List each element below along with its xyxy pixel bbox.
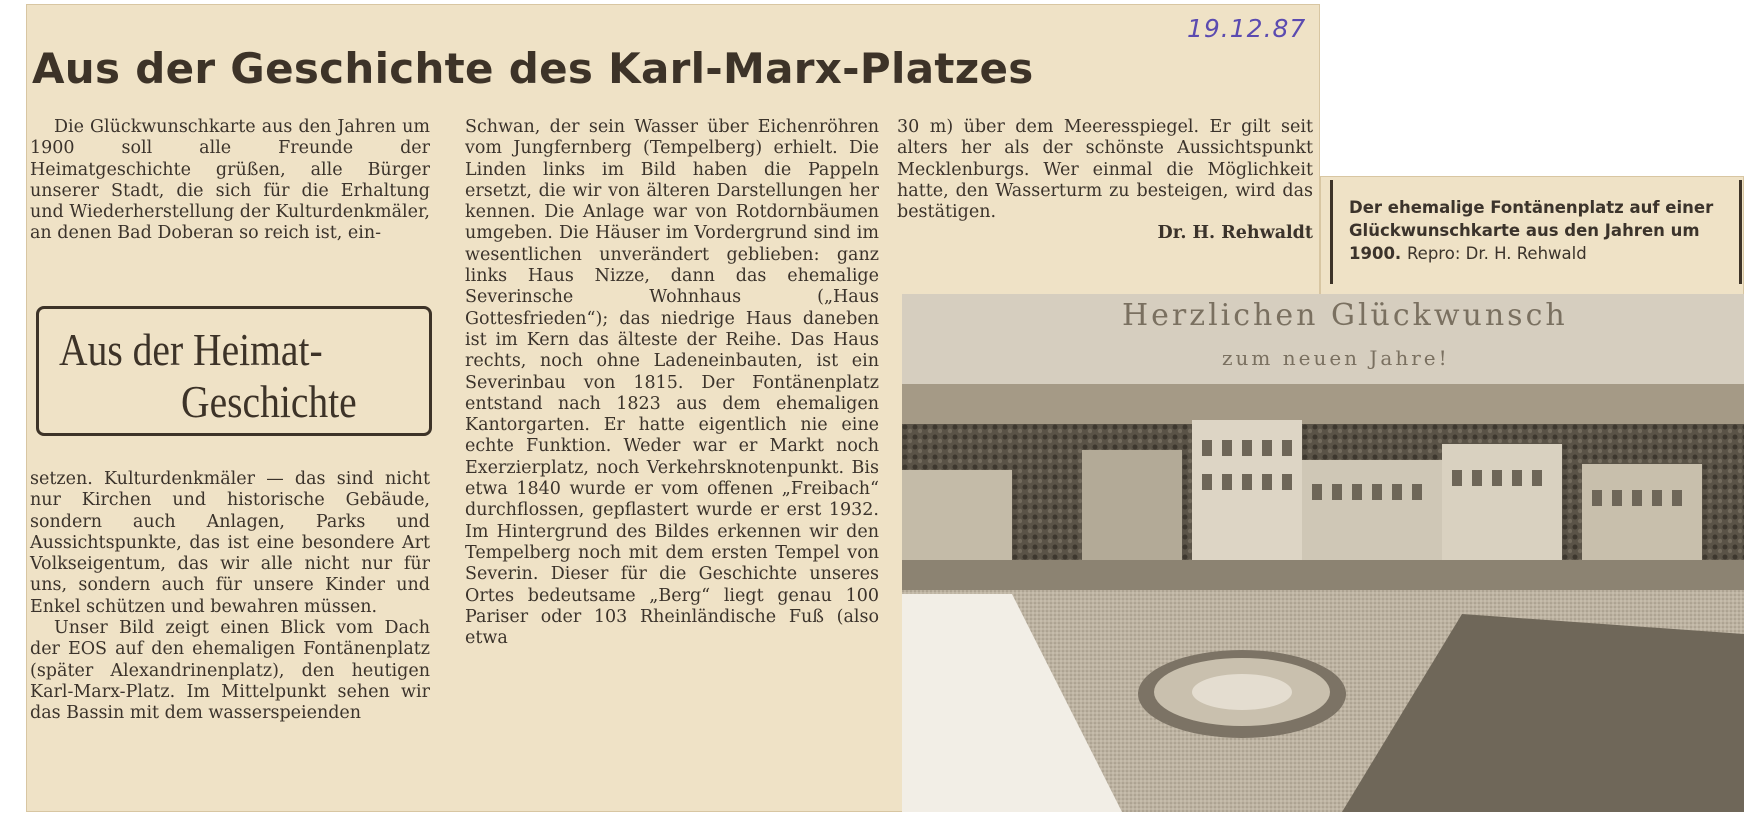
article-headline: Aus der Geschichte des Karl-Marx-Platzes [32, 44, 1034, 93]
postcard-illustration [902, 294, 1744, 812]
paragraph: 30 m) über dem Meeresspiegel. Er gilt seit alters her als der schönste Aussichtspunkt Mecklenburgs. Wer einmal die Möglichkeit hatte, den Wasserturm zu besteigen, wird das bestätigen. [897, 117, 1313, 223]
section-logo-line2: Geschichte [181, 376, 357, 427]
article-column-1-top [30, 117, 430, 245]
article-column-3 [897, 117, 1313, 245]
caption-text: Der ehemalige Fontänenplatz auf einer Glückwunschkarte aus den Jahren um 1900. [1349, 198, 1714, 263]
handwritten-date: 19.12.87 [1187, 14, 1307, 43]
caption-repro-credit: Repro: Dr. H. Rehwald [1406, 244, 1587, 263]
section-logo-line1: Aus der Heimat- [59, 324, 323, 375]
article-column-2 [465, 117, 879, 649]
postcard-greeting-line2: zum neuen Jahre! [1222, 346, 1450, 370]
paragraph: setzen. Kulturdenkmäler — das sind nicht nur Kirchen und historische Gebäude, sondern auch Anlagen, Parks und Aussichtspunkte, das ist eine besondere Art Volkseigentum, das wir alle nicht nur für uns, sondern auch für unsere Kinder und Enkel schützen und bewahren müssen. [30, 469, 430, 617]
author-signature: Dr. H. Rehwaldt [1157, 223, 1313, 244]
paragraph: Schwan, der sein Wasser über Eichenröhren vom Jungfernberg (Tempelberg) erhielt. Die Linden links im Bild haben die Pappeln ersetzt, die wir von älteren Darstellungen her kennen. Die Anlage war von Rotdornbäumen umgeben. Die Häuser im Vordergrund sind im wesentlichen unverändert geblieben: ganz links Haus Nizze, dann das ehemalige Severinsche Wohnhaus („Haus Gottesfrieden“); das niedrige Haus daneben ist im Kern das älteste der Reihe. Das Haus rechts, noch ohne Ladeneinbauten, ist ein Severinbau von 1815. Der Fontänenplatz entstand nach 1823 aus dem ehemaligen Kantorgarten. Er hatte eigentlich nie eine echte Funktion. Weder war er Markt noch Exerzierplatz, noch Verkehrsknotenpunkt. Bis etwa 1840 wurde er vom offenen „Freibach“ durchflossen, gepflastert wurde er erst 1932. Im Hintergrund des Bildes erkennen wir den Tempelberg noch mit dem ersten Tempel von Severin. Dieser für die Geschichte unseres Ortes bedeutsame „Berg“ liegt genau 100 Pariser oder 103 Rheinländische Fuß (also etwa [465, 117, 879, 649]
postcard-greeting-line1: Herzlichen Glückwunsch [1122, 298, 1568, 333]
historic-postcard-photo [902, 294, 1744, 812]
section-logo-box [36, 306, 432, 436]
article-column-1-bottom [30, 469, 430, 725]
paragraph: Die Glückwunschkarte aus den Jahren um 1900 soll alle Freunde der Heimatgeschichte grüßen, alle Bürger unserer Stadt, die sich für die Erhaltung und Wiederherstellung der Kulturdenkmäler, an denen Bad Doberan so reich ist, ein- [30, 117, 430, 244]
paragraph: Unser Bild zeigt einen Blick vom Dach der EOS auf den ehemaligen Fontänenplatz (später Alexandrinenplatz), den heutigen Karl-Marx-Platz. Im Mittelpunkt sehen wir das Bassin mit dem wasserspeienden [30, 618, 430, 724]
photo-caption [1330, 180, 1742, 284]
